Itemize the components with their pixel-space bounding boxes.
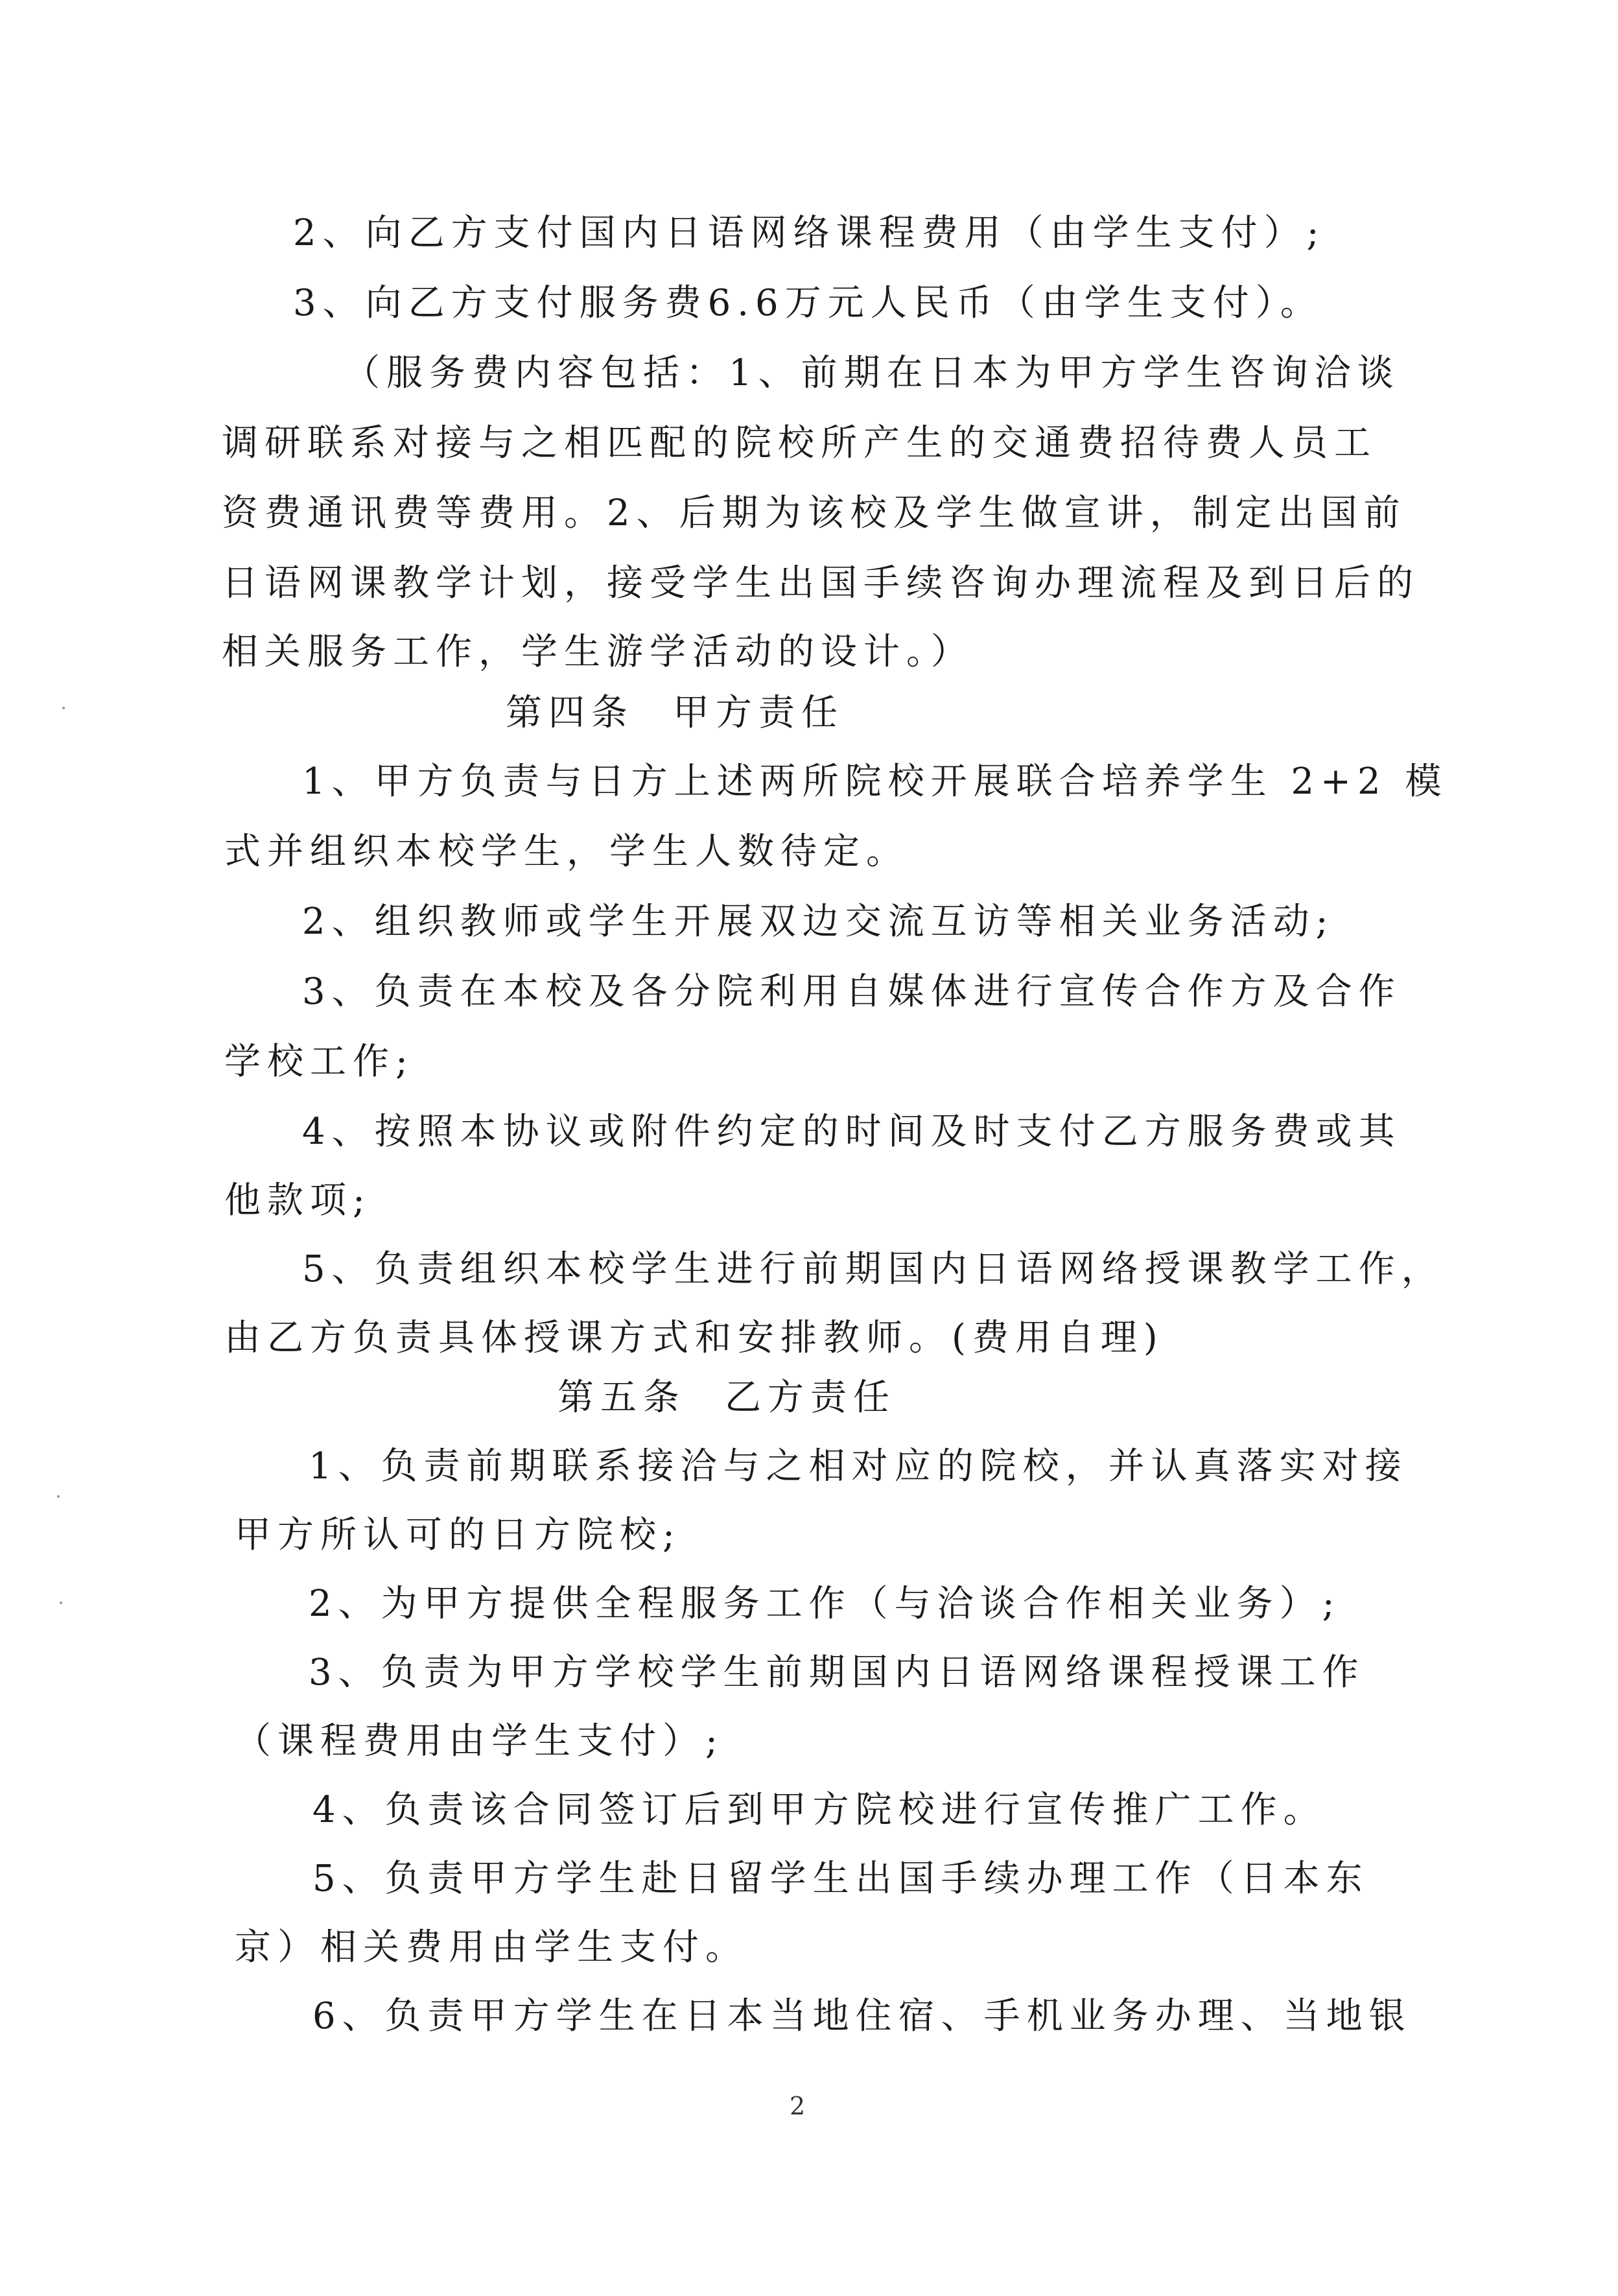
- paragraph-line: 6、负责甲方学生在日本当地住宿、手机业务办理、当地银: [312, 1995, 1412, 2037]
- paragraph-line: 京）相关费用由学生支付。: [235, 1926, 748, 1969]
- paragraph-line: 资费通讯费等费用。2、后期为该校及学生做宣讲，制定出国前: [222, 492, 1407, 534]
- paragraph-line: 3、向乙方支付服务费6.6万元人民币（由学生支付）。: [293, 282, 1323, 324]
- article-5-heading: [557, 1375, 896, 1421]
- paragraph-line: 2、组织教师或学生开展双边交流互访等相关业务活动;: [302, 901, 1335, 943]
- paragraph-line: 日语网课教学计划，接受学生出国手续咨询办理流程及到日后的: [222, 562, 1420, 604]
- article-4-heading: [506, 690, 844, 737]
- paragraph-line: 式并组织本校学生，学生人数待定。: [224, 831, 909, 873]
- paragraph-line: 5、负责组织本校学生进行前期国内日语网络授课教学工作，: [302, 1248, 1444, 1290]
- page-number: 2: [790, 2092, 806, 2120]
- paragraph-line: 他款项;: [224, 1179, 371, 1222]
- article-4-title: 甲方责任: [673, 692, 844, 734]
- article-5-number: 第五条: [557, 1377, 686, 1419]
- paragraph-line: 由乙方负责具体授课方式和安排教师。(费用自理): [224, 1317, 1164, 1359]
- paragraph-line: 甲方所认可的日方院校;: [235, 1514, 681, 1556]
- paragraph-line: 学校工作;: [224, 1041, 414, 1083]
- article-4-number: 第四条: [506, 692, 634, 734]
- paragraph-line: 2、为甲方提供全程服务工作（与洽谈合作相关业务）;: [309, 1583, 1341, 1625]
- paragraph-line: （服务费内容包括：1、前期在日本为甲方学生咨询洽谈: [344, 352, 1400, 394]
- paragraph-line: 1、负责前期联系接洽与之相对应的院校，并认真落实对接: [309, 1445, 1408, 1487]
- article-5-title: 乙方责任: [725, 1377, 896, 1419]
- paragraph-line: 2、向乙方支付国内日语网络课程费用（由学生支付）;: [293, 212, 1326, 254]
- scan-speck: [62, 707, 65, 709]
- paragraph-line: （课程费用由学生支付）;: [235, 1720, 724, 1762]
- scan-speck: [60, 1602, 62, 1604]
- paragraph-line: 3、负责为甲方学校学生前期国内日语网络课程授课工作: [309, 1651, 1365, 1694]
- paragraph-line: 调研联系对接与之相匹配的院校所产生的交通费招待费人员工: [222, 422, 1377, 464]
- paragraph-line: 相关服务工作，学生游学活动的设计。）: [222, 631, 974, 673]
- paragraph-line: 5、负责甲方学生赴日留学生出国手续办理工作（日本东: [312, 1858, 1369, 1900]
- paragraph-line: 4、按照本协议或附件约定的时间及时支付乙方服务费或其: [302, 1111, 1401, 1153]
- paragraph-line: 1、甲方负责与日方上述两所院校开展联合培养学生 2+2 模: [302, 761, 1448, 803]
- paragraph-line: 3、负责在本校及各分院利用自媒体进行宣传合作方及合作: [302, 971, 1401, 1013]
- paragraph-line: 4、负责该合同签订后到甲方院校进行宣传推广工作。: [312, 1789, 1326, 1831]
- scan-speck: [57, 1495, 60, 1498]
